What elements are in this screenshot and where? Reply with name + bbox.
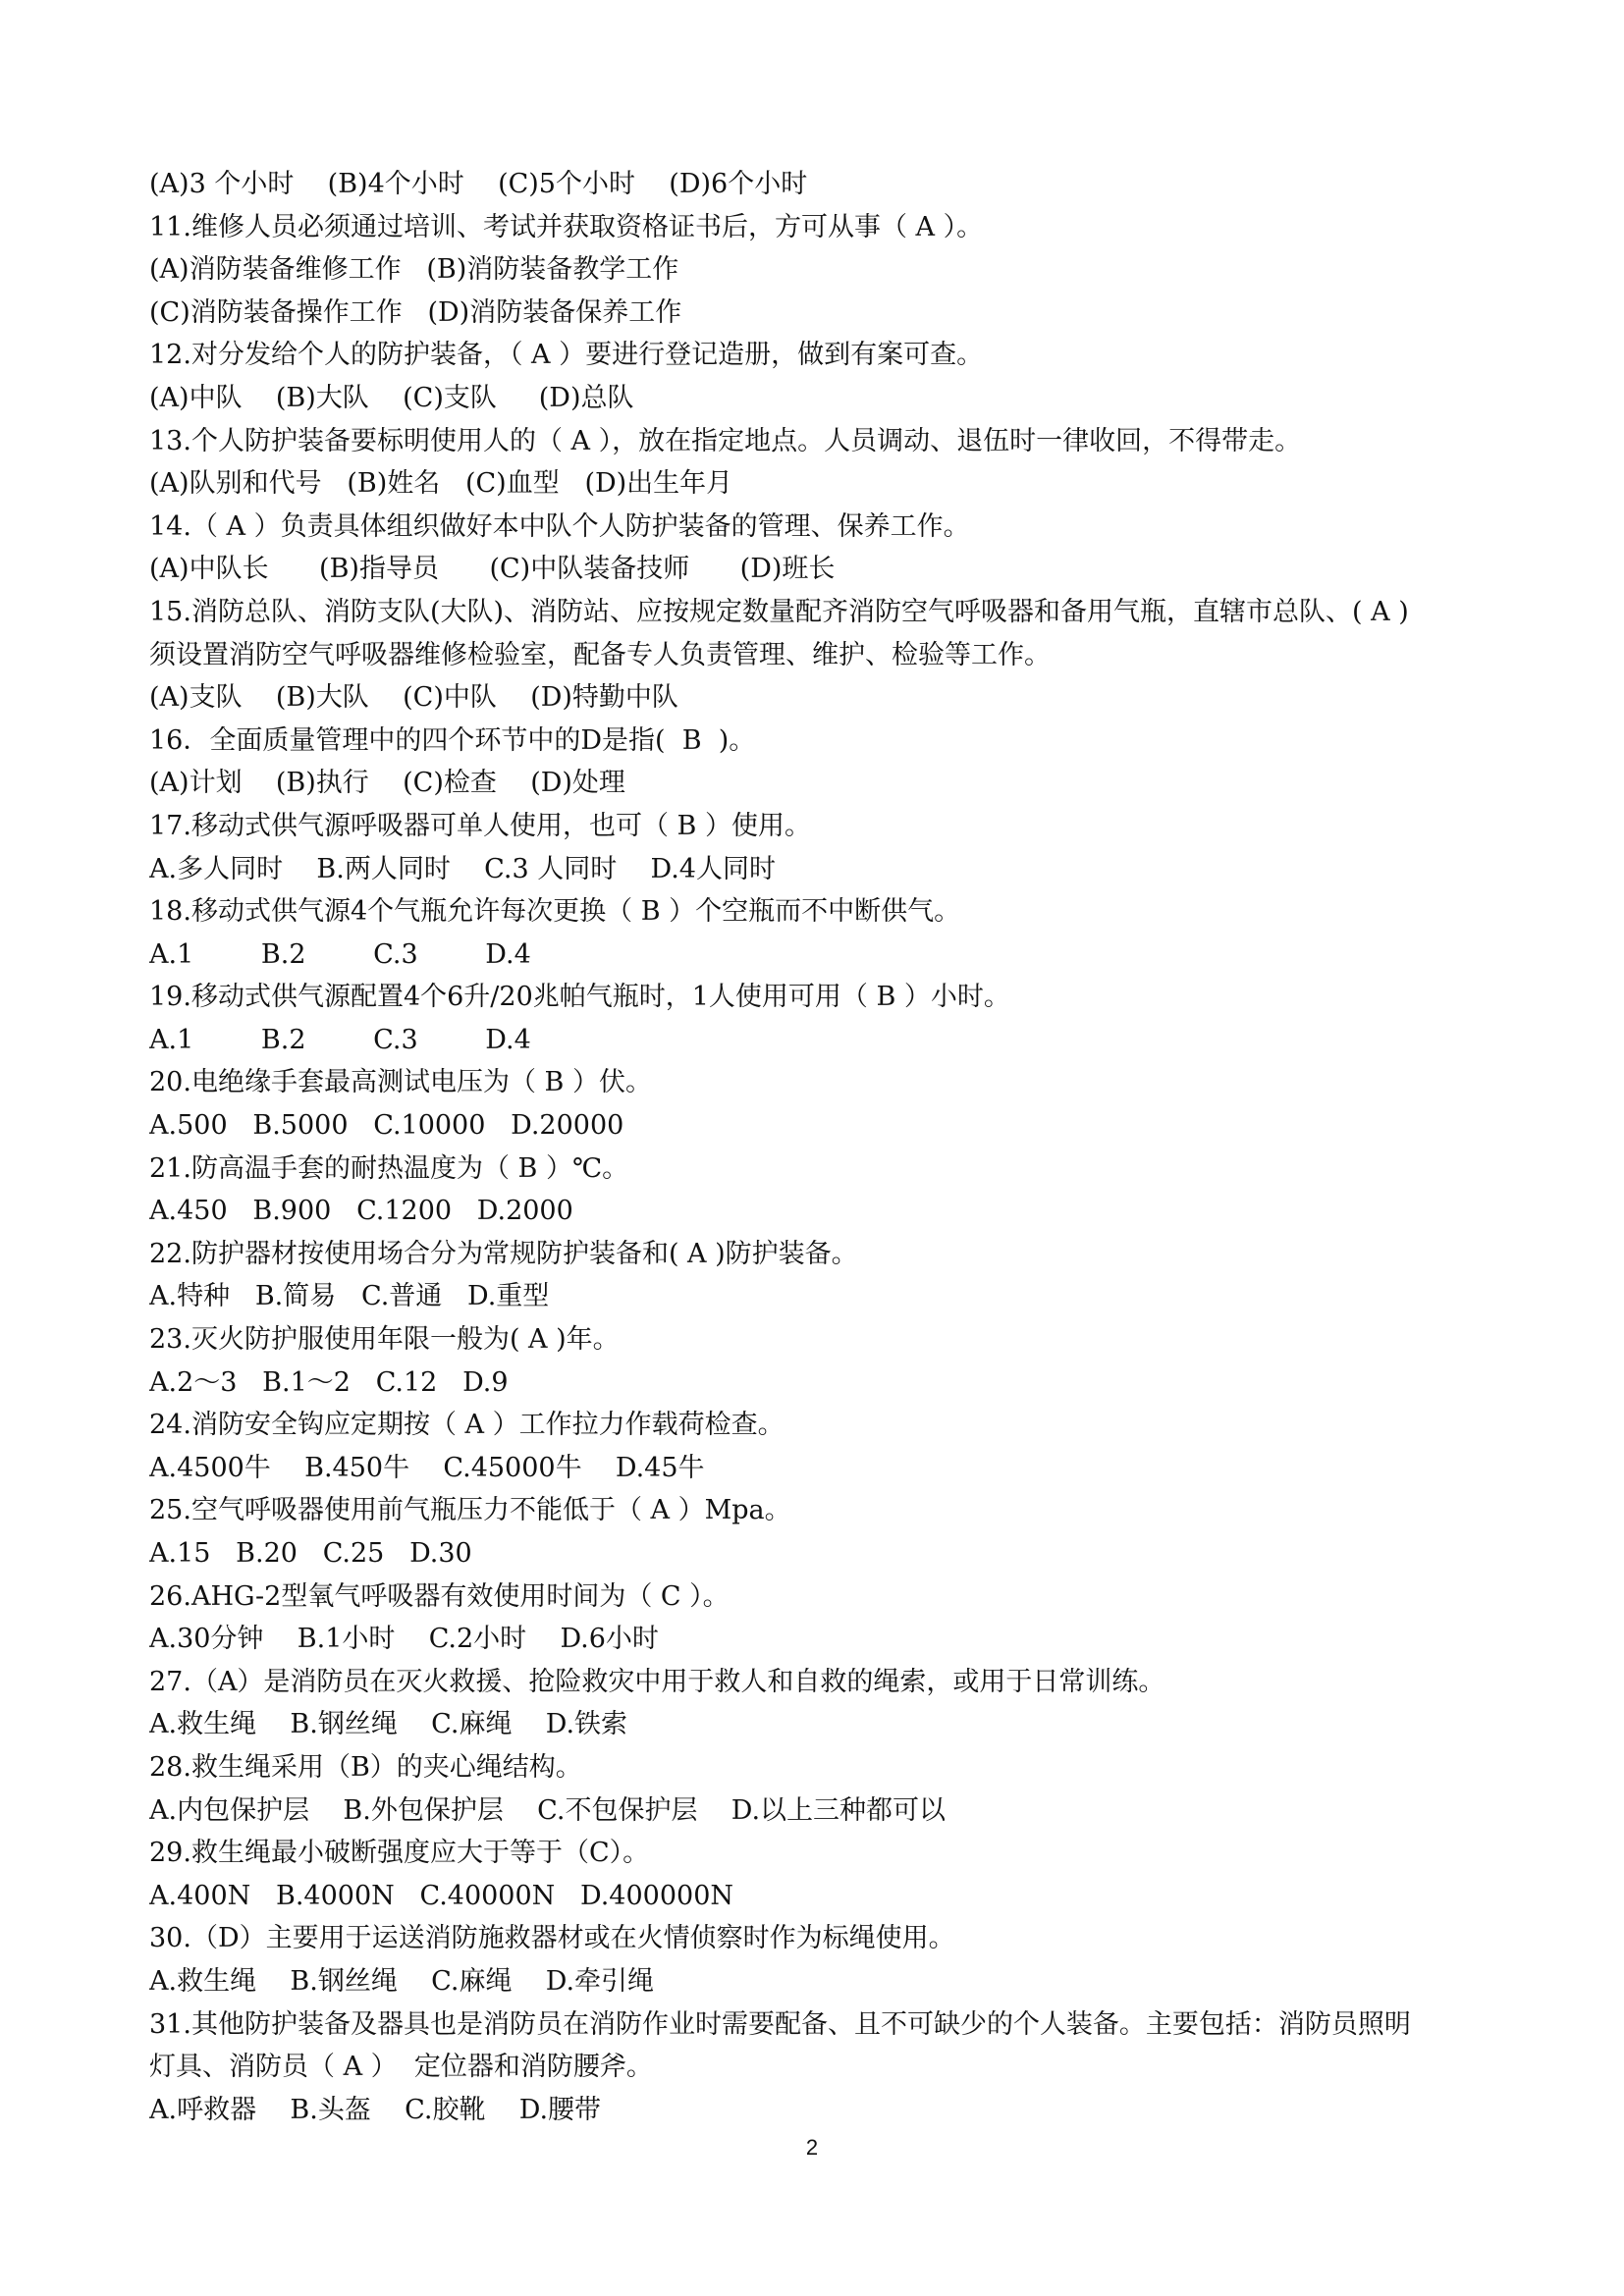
text-line: 须设置消防空气呼吸器维修检验室，配备专人负责管理、维护、检验等工作。 <box>149 639 1051 670</box>
text-line: 17.移动式供气源呼吸器可单人使用，也可（ B ）使用。 <box>149 810 811 841</box>
question-list <box>149 163 1494 2131</box>
text-line: (A)消防装备维修工作 (B)消防装备教学工作 <box>149 254 679 286</box>
text-line: 16．全面质量管理中的四个环节中的D是指( B )。 <box>149 724 756 756</box>
text-line: (A)计划 (B)执行 (C)检查 (D)处理 <box>149 768 625 799</box>
text-line: 30.（D）主要用于运送消防施救器材或在火情侦察时作为标绳使用。 <box>149 1923 955 1954</box>
text-line: (A)队别和代号 (B)姓名 (C)血型 (D)出生年月 <box>149 468 733 500</box>
text-line: A.1 B.2 C.3 D.4 <box>149 1024 531 1055</box>
text-line: 27.（A）是消防员在灭火救援、抢险救灾中用于救人和自救的绳索，或用于日常训练。 <box>149 1666 1165 1697</box>
text-line: A.2～3 B.1～2 C.12 D.9 <box>149 1366 509 1398</box>
text-line: (C)消防装备操作工作 (D)消防装备保养工作 <box>149 296 682 328</box>
text-line: 24.消防安全钩应定期按（ A ）工作拉力作载荷检查。 <box>149 1410 785 1441</box>
text-line: A.多人同时 B.两人同时 C.3 人同时 D.4人同时 <box>149 853 776 884</box>
text-line: (A)3 个小时 (B)4个小时 (C)5个小时 (D)6个小时 <box>149 169 808 199</box>
text-line: A.15 B.20 C.25 D.30 <box>149 1538 472 1569</box>
text-line: A.呼救器 B.头盔 C.胶靴 D.腰带 <box>149 2094 602 2125</box>
text-line: (A)中队 (B)大队 (C)支队 (D)总队 <box>149 382 634 413</box>
text-line: (A)中队长 (B)指导员 (C)中队装备技师 (D)班长 <box>149 554 836 585</box>
text-line: 28.救生绳采用（B）的夹心绳结构。 <box>149 1751 582 1783</box>
text-line: 14.（ A ）负责具体组织做好本中队个人防护装备的管理、保养工作。 <box>149 510 970 542</box>
text-line: A.救生绳 B.钢丝绳 C.麻绳 D.铁索 <box>149 1709 628 1740</box>
text-line: (A)支队 (B)大队 (C)中队 (D)特勤中队 <box>149 682 678 714</box>
text-line: 21.防高温手套的耐热温度为（ B ）℃。 <box>149 1152 629 1184</box>
text-line: 22.防护器材按使用场合分为常规防护装备和( A )防护装备。 <box>149 1238 858 1269</box>
text-line: 12.对分发给个人的防护装备，（ A ）要进行登记造册，做到有案可查。 <box>149 340 984 371</box>
text-line: 25.空气呼吸器使用前气瓶压力不能低于（ A ）Mpa。 <box>149 1495 791 1526</box>
text-line: 26.AHG-2型氧气呼吸器有效使用时间为（ C ）。 <box>149 1580 730 1612</box>
text-line: 20.电绝缘手套最高测试电压为（ B ）伏。 <box>149 1067 652 1098</box>
text-line: 11.维修人员必须通过培训、考试并获取资格证书后，方可从事（ A ）。 <box>149 211 984 242</box>
text-line: A.救生绳 B.钢丝绳 C.麻绳 D.牵引绳 <box>149 1965 655 1997</box>
text-line: A.450 B.900 C.1200 D.2000 <box>149 1196 573 1227</box>
text-line: 19.移动式供气源配置4个6升/20兆帕气瓶时，1人使用可用（ B ）小时。 <box>149 982 1010 1013</box>
text-line: 23.灭火防护服使用年限一般为( A )年。 <box>149 1324 620 1356</box>
text-line: 13.个人防护装备要标明使用人的（ A ），放在指定地点。人员调动、退伍时一律收回，不得带走。 <box>149 425 1302 456</box>
text-line: 29.救生绳最小破断强度应大于等于（C）。 <box>149 1838 650 1869</box>
text-line: A.400N B.4000N C.40000N D.400000N <box>149 1880 734 1911</box>
text-line: A.内包保护层 B.外包保护层 C.不包保护层 D.以上三种都可以 <box>149 1794 947 1826</box>
text-line: 18.移动式供气源4个气瓶允许每次更换（ B ）个空瓶而不中断供气。 <box>149 896 961 928</box>
text-line: A.30分钟 B.1小时 C.2小时 D.6小时 <box>149 1624 659 1655</box>
text-line: A.4500牛 B.450牛 C.45000牛 D.45牛 <box>149 1452 705 1483</box>
text-line: A.500 B.5000 C.10000 D.20000 <box>149 1110 624 1142</box>
text-line: 灯具、消防员（ A ） 定位器和消防腰斧。 <box>149 2052 653 2083</box>
text-line: A.1 B.2 C.3 D.4 <box>149 938 531 970</box>
text-line: A.特种 B.简易 C.普通 D.重型 <box>149 1281 550 1312</box>
page-number: 2 <box>805 2135 819 2160</box>
text-line: 31.其他防护装备及器具也是消防员在消防作业时需要配备、且不可缺少的个人装备。主要包括：消防员照明 <box>149 2008 1411 2040</box>
text-line: 15.消防总队、消防支队(大队)、消防站、应按规定数量配齐消防空气呼吸器和备用气瓶，直辖市总队、( A ) <box>149 596 1409 627</box>
